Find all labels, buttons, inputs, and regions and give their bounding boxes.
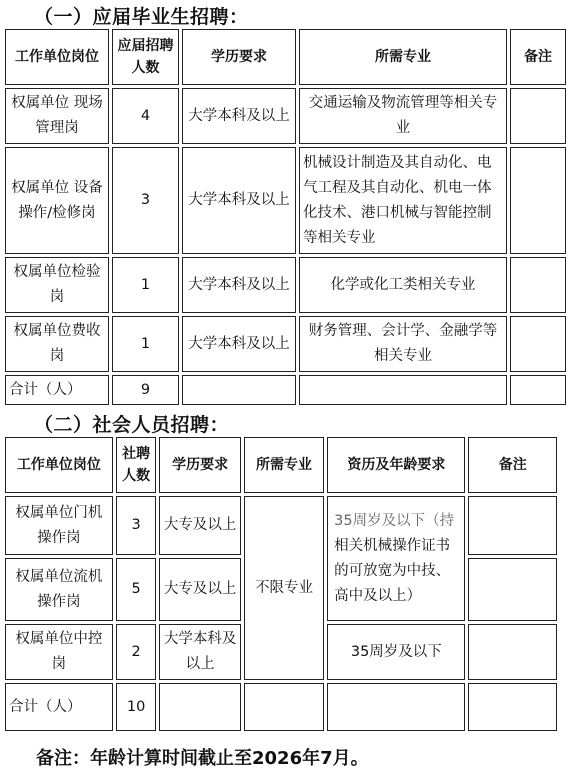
cell-education: 大学本科及以上 — [159, 624, 240, 680]
header-major: 所需专业 — [299, 29, 507, 85]
cell-count: 2 — [116, 624, 157, 680]
cell-note — [468, 624, 557, 680]
social-recruitment-table — [2, 434, 560, 734]
table-row — [5, 316, 566, 372]
cell-education: 大学本科及以上 — [182, 88, 296, 144]
cell-major: 化学或化工类相关专业 — [299, 257, 507, 313]
table-row — [5, 88, 566, 144]
cell-major: 机械设计制造及其自动化、电气工程及其自动化、机电一体化技术、港口机械与智能控制等相关专业 — [299, 147, 507, 254]
requirement-text: 相关机械操作证书的可放宽为中技、高中及以上） — [334, 537, 451, 604]
cell-education: 大专及以上 — [159, 496, 240, 555]
header-count: 社聘人数 — [116, 437, 157, 493]
cell-note — [510, 257, 566, 313]
requirement-gray-text: 35周岁及以下（持 — [334, 512, 455, 529]
cell-post: 权属单位门机操作岗 — [5, 496, 113, 555]
total-empty — [159, 683, 240, 731]
cell-count: 3 — [112, 147, 179, 254]
cell-major: 财务管理、会计学、金融学等相关专业 — [299, 316, 507, 372]
cell-post: 权属单位中控岗 — [5, 624, 113, 680]
total-empty — [510, 375, 566, 405]
total-label: 合计（人） — [5, 375, 109, 405]
cell-shared-major: 不限专业 — [244, 496, 324, 680]
header-education: 学历要求 — [182, 29, 296, 85]
header-note: 备注 — [510, 29, 566, 85]
total-empty — [468, 683, 557, 731]
section2-title: （二）社会人员招聘： — [34, 414, 230, 436]
cell-post: 权属单位检验岗 — [5, 257, 109, 313]
cell-note — [468, 558, 557, 621]
table-header-row — [5, 437, 557, 493]
cell-education: 大专及以上 — [159, 558, 240, 621]
total-row — [5, 683, 557, 731]
cell-note — [510, 147, 566, 254]
cell-post: 权属单位 现场管理岗 — [5, 88, 109, 144]
section1-title: （一）应届毕业生招聘： — [34, 6, 249, 28]
cell-count: 1 — [112, 257, 179, 313]
header-major: 所需专业 — [244, 437, 324, 493]
header-count: 应届招聘人数 — [112, 29, 179, 85]
cell-count: 5 — [116, 558, 157, 621]
header-post: 工作单位岗位 — [5, 29, 109, 85]
header-post: 工作单位岗位 — [5, 437, 113, 493]
cell-requirement: 35周岁及以下 — [327, 624, 465, 680]
table-row — [5, 496, 557, 555]
cell-note — [468, 496, 557, 555]
cell-education: 大学本科及以上 — [182, 147, 296, 254]
cell-education: 大学本科及以上 — [182, 257, 296, 313]
cell-note — [510, 316, 566, 372]
total-empty — [182, 375, 296, 405]
cell-post: 权属单位流机操作岗 — [5, 558, 113, 621]
cell-count: 1 — [112, 316, 179, 372]
total-empty — [299, 375, 507, 405]
total-empty — [327, 683, 465, 731]
header-requirement: 资历及年龄要求 — [327, 437, 465, 493]
graduate-recruitment-table — [2, 26, 569, 408]
total-value: 10 — [116, 683, 157, 731]
cell-shared-requirement — [327, 496, 465, 621]
cell-count: 3 — [116, 496, 157, 555]
footnote: 备注：年龄计算时间截止至2026年7月。 — [36, 748, 369, 769]
total-row — [5, 375, 566, 405]
cell-education: 大学本科及以上 — [182, 316, 296, 372]
cell-post: 权属单位费收岗 — [5, 316, 109, 372]
total-label: 合计（人） — [5, 683, 113, 731]
cell-post: 权属单位 设备操作/检修岗 — [5, 147, 109, 254]
header-education: 学历要求 — [159, 437, 240, 493]
cell-count: 4 — [112, 88, 179, 144]
cell-note — [510, 88, 566, 144]
cell-major: 交通运输及物流管理等相关专业 — [299, 88, 507, 144]
total-empty — [244, 683, 324, 731]
table-header-row — [5, 29, 566, 85]
table-row — [5, 257, 566, 313]
table-row — [5, 147, 566, 254]
header-note: 备注 — [468, 437, 557, 493]
total-value: 9 — [112, 375, 179, 405]
